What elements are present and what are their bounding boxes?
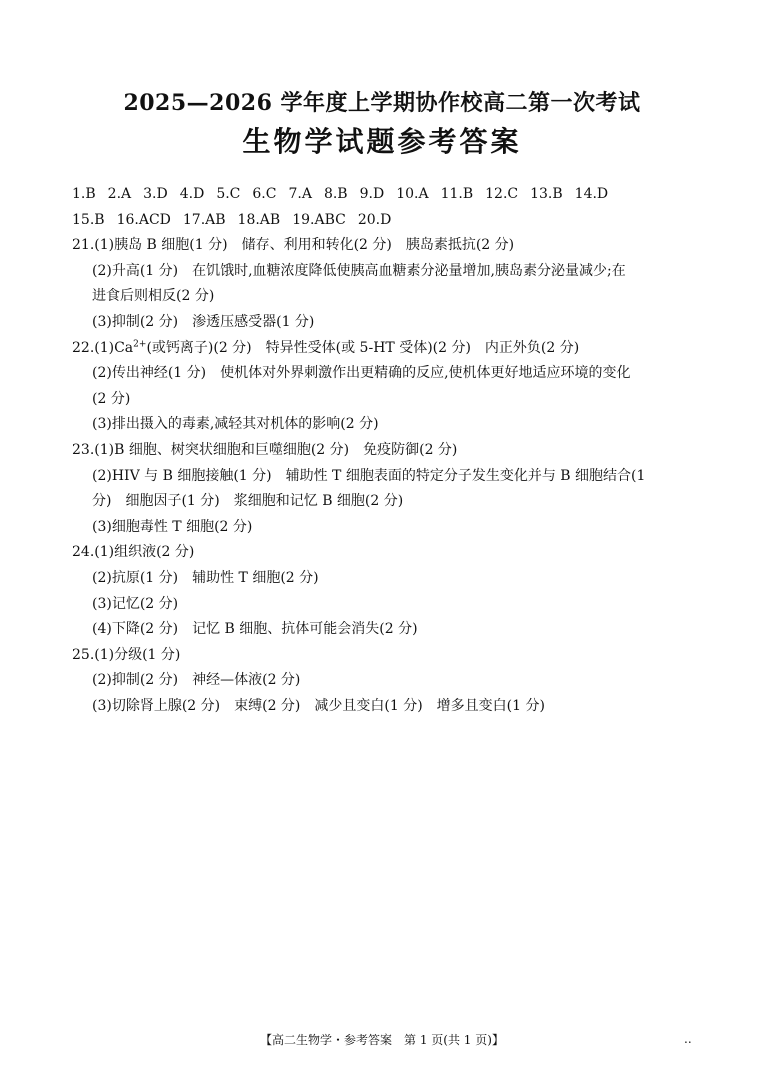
answer-body <box>72 182 712 719</box>
answer-line: 25.(1)分级(1 分) <box>72 646 181 663</box>
answer-line: 进食后则相反(2 分) <box>92 288 215 305</box>
answer-line: (3)排出摄入的毒素,减轻其对机体的影响(2 分) <box>92 416 379 433</box>
page-footer: 【高二生物学・参考答案 第 1 页(共 1 页)】 <box>260 1033 504 1047</box>
choice-answer: 17.AB <box>182 211 226 228</box>
answer-line: (2)抑制(2 分) 神经—体液(2 分) <box>92 672 301 689</box>
choice-answers-row-2 <box>72 208 712 234</box>
open-answers <box>72 233 712 719</box>
answer-line-text: (或钙离子)(2 分) 特异性受体(或 5-HT 受体)(2 分) 内正外负(2 分) <box>146 339 580 356</box>
page-subtitle: 生物学试题参考答案 <box>242 125 522 158</box>
answer-line: 23.(1)B 细胞、树突状细胞和巨噬细胞(2 分) 免疫防御(2 分) <box>72 441 458 458</box>
choice-answer: 6.C <box>252 186 277 202</box>
answer-line: (3)细胞毒性 T 细胞(2 分) <box>92 518 253 535</box>
answer-line: (3)抑制(2 分) 渗透压感受器(1 分) <box>92 313 315 330</box>
choice-answer: 13.B <box>530 186 563 202</box>
answer-line: 21.(1)胰岛 B 细胞(1 分) 储存、利用和转化(2 分) 胰岛素抵抗(2 分) <box>72 237 515 254</box>
choice-answer: 14.D <box>574 186 609 202</box>
answer-line: 24.(1)组织液(2 分) <box>72 544 195 561</box>
answer-line: (2 分) <box>92 390 131 407</box>
choice-answer: 7.A <box>288 186 312 202</box>
choice-answers-row-1 <box>72 182 712 208</box>
choice-answer: 18.AB <box>237 211 281 228</box>
choice-answer: 12.C <box>485 186 519 202</box>
choice-answer: 10.A <box>396 186 429 202</box>
superscript-charge: 2+ <box>133 338 147 349</box>
corner-mark: .. <box>684 1032 692 1046</box>
choice-answer: 19.ABC <box>292 211 346 228</box>
page-title: 2025—2026 学年度上学期协作校高二第一次考试 <box>123 90 641 116</box>
answer-line: (2)抗原(1 分) 辅助性 T 细胞(2 分) <box>92 569 319 586</box>
answer-line: (2)HIV 与 B 细胞接触(1 分) 辅助性 T 细胞表面的特定分子发生变化并与 B 细胞结合(1 <box>92 467 646 484</box>
choice-answer: 1.B <box>72 186 96 202</box>
choice-answer: 9.D <box>359 186 385 202</box>
answer-line-text: 22.(1)Ca <box>72 339 134 356</box>
answer-line: (3)记忆(2 分) <box>92 595 179 612</box>
answer-line: (4)下降(2 分) 记忆 B 细胞、抗体可能会消失(2 分) <box>92 621 418 638</box>
choice-answer: 11.B <box>440 186 474 202</box>
answer-line: 分) 细胞因子(1 分) 浆细胞和记忆 B 细胞(2 分) <box>92 493 404 510</box>
choice-answer: 16.ACD <box>116 211 171 228</box>
choice-answer: 5.C <box>216 186 241 202</box>
answer-line: (2)升高(1 分) 在饥饿时,血糖浓度降低使胰高血糖素分泌量增加,胰岛素分泌量减少;在 <box>92 262 626 279</box>
choice-answer: 3.D <box>143 186 168 202</box>
answer-line: (2)传出神经(1 分) 使机体对外界刺激作出更精确的反应,使机体更好地适应环境的变化 <box>92 365 631 382</box>
choice-answer: 15.B <box>72 211 105 228</box>
choice-answer: 20.D <box>357 211 392 228</box>
answer-line: (3)切除肾上腺(2 分) 束缚(2 分) 减少且变白(1 分) 增多且变白(1 分) <box>92 697 545 714</box>
choice-answer: 8.B <box>323 186 348 202</box>
choice-answer: 4.D <box>179 186 205 202</box>
choice-answer: 2.A <box>107 186 132 202</box>
answer-line <box>72 336 712 362</box>
